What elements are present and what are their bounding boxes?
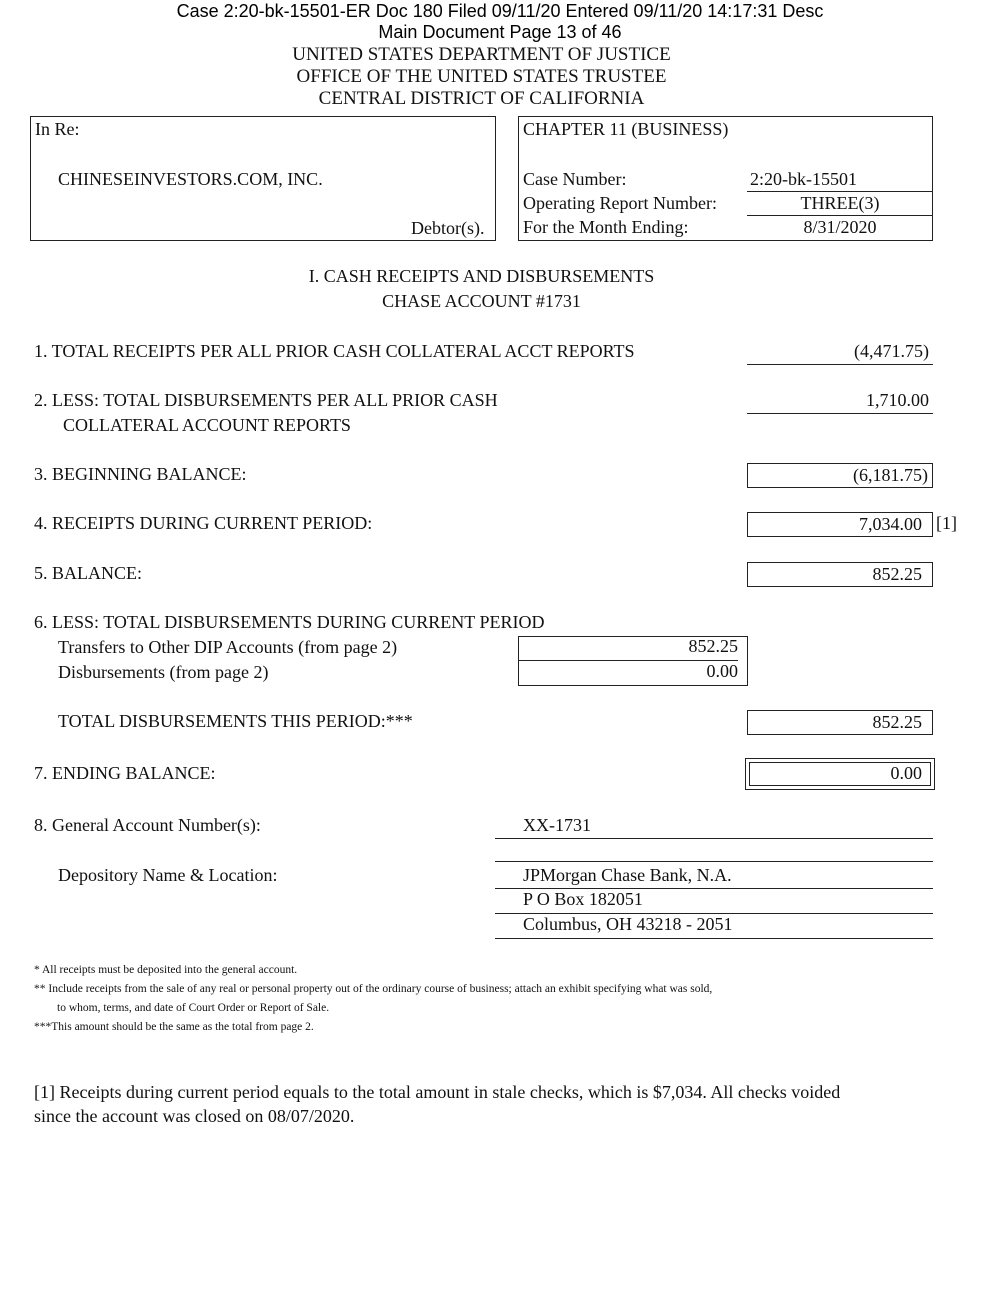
line4-footnote-ref: [1] xyxy=(936,513,957,533)
line2-label-cont: COLLATERAL ACCOUNT REPORTS xyxy=(63,415,351,435)
footnote-2: ** Include receipts from the sale of any real or personal property out of the ordinary course of business; attach an exhibit specifying what was sold, xyxy=(34,983,713,995)
disbursements-label: Disbursements (from page 2) xyxy=(58,662,269,682)
chapter: CHAPTER 11 (BUSINESS) xyxy=(523,119,729,139)
page-stamp: Main Document Page 13 of 46 xyxy=(378,22,622,42)
line5-value: 852.25 xyxy=(747,562,933,587)
line6-label: 6. LESS: TOTAL DISBURSEMENTS DURING CURRENT PERIOD xyxy=(34,612,545,632)
note-1-line-1: [1] Receipts during current period equals to the total amount in stale checks, which is $7,034. All checks voided xyxy=(34,1082,841,1102)
footnote-3: ***This amount should be the same as the total from page 2. xyxy=(34,1021,314,1033)
line1-value: (4,471.75) xyxy=(747,341,933,365)
line2-value: 1,710.00 xyxy=(747,390,933,414)
line8-label: 8. General Account Number(s): xyxy=(34,815,261,835)
debtor-name: CHINESEINVESTORS.COM, INC. xyxy=(58,169,323,189)
report-label: Operating Report Number: xyxy=(523,193,717,213)
divider xyxy=(495,861,933,862)
line1-label: 1. TOTAL RECEIPTS PER ALL PRIOR CASH COLLATERAL ACCT REPORTS xyxy=(34,341,635,361)
line5-label: 5. BALANCE: xyxy=(34,563,142,583)
line2-label: 2. LESS: TOTAL DISBURSEMENTS PER ALL PRIOR CASH xyxy=(34,390,498,410)
depository-address-1: P O Box 182051 xyxy=(495,889,933,914)
header-district: CENTRAL DISTRICT OF CALIFORNIA xyxy=(318,88,645,109)
line4-value: 7,034.00 xyxy=(747,512,933,537)
line7-value: 0.00 xyxy=(749,762,931,786)
line3-value: (6,181.75) xyxy=(747,463,933,488)
case-stamp: Case 2:20-bk-15501-ER Doc 180 Filed 09/11/20 Entered 09/11/20 14:17:31 Desc xyxy=(176,1,824,21)
month-label: For the Month Ending: xyxy=(523,217,689,237)
footnote-1: * All receipts must be deposited into the general account. xyxy=(34,964,298,976)
total-disbursements-label: TOTAL DISBURSEMENTS THIS PERIOD:*** xyxy=(58,711,413,731)
section-account: CHASE ACCOUNT #1731 xyxy=(382,291,581,311)
total-disbursements-value: 852.25 xyxy=(747,710,933,735)
in-re-label: In Re: xyxy=(35,119,80,139)
header-doj: UNITED STATES DEPARTMENT OF JUSTICE xyxy=(292,44,671,65)
transfers-label: Transfers to Other DIP Accounts (from page 2) xyxy=(58,637,398,657)
header-ust: OFFICE OF THE UNITED STATES TRUSTEE xyxy=(296,66,667,87)
line3-label: 3. BEGINNING BALANCE: xyxy=(34,464,247,484)
note-1-line-2: since the account was closed on 08/07/2020. xyxy=(34,1106,355,1126)
report-number: THREE(3) xyxy=(747,193,933,216)
case-number: 2:20-bk-15501 xyxy=(747,169,933,192)
footnote-2-cont: to whom, terms, and date of Court Order or Report of Sale. xyxy=(57,1002,330,1014)
depository-address-2: Columbus, OH 43218 - 2051 xyxy=(495,914,933,939)
depository-label: Depository Name & Location: xyxy=(58,865,278,885)
transfers-value: 852.25 xyxy=(518,636,738,661)
line7-label: 7. ENDING BALANCE: xyxy=(34,763,216,783)
case-number-label: Case Number: xyxy=(523,169,627,189)
debtor-label: Debtor(s). xyxy=(411,218,485,238)
section-title: I. CASH RECEIPTS AND DISBURSEMENTS xyxy=(308,266,655,286)
account-number: XX-1731 xyxy=(495,815,933,839)
depository-name: JPMorgan Chase Bank, N.A. xyxy=(495,865,933,889)
line4-label: 4. RECEIPTS DURING CURRENT PERIOD: xyxy=(34,513,373,533)
disbursements-value: 0.00 xyxy=(706,661,738,681)
month-ending: 8/31/2020 xyxy=(803,217,877,237)
